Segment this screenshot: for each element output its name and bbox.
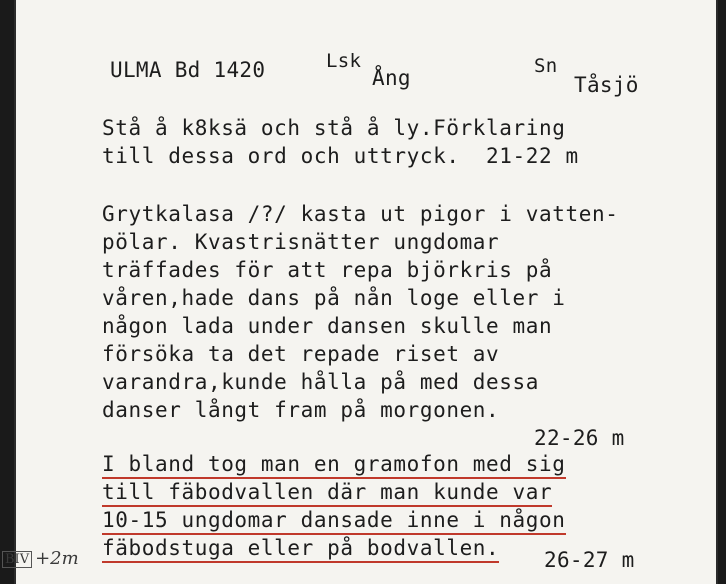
title-line-2: till dessa ord och uttryck. 21-22 m (102, 144, 579, 168)
archive-card (14, 0, 718, 584)
body-line-1: Grytkalasa /?/ kasta ut pigor i vatten- (102, 202, 619, 226)
lsk-value: Ång (372, 66, 411, 90)
underlined-reference: 26-27 m (544, 548, 635, 572)
body-line-5: någon lada under dansen skulle man (102, 314, 553, 338)
sn-value: Tåsjö (574, 73, 639, 97)
body-line-2: pölar. Kvastrisnätter ungdomar (102, 230, 500, 254)
sn-label: Sn (534, 55, 558, 77)
underlined-line-1: I bland tog man en gramofon med sig (102, 452, 566, 479)
pencil-annotation (2, 548, 79, 569)
underlined-line-3: 10-15 ungdomar dansade inne i någon (102, 508, 566, 535)
pencil-box-label: BIV (2, 551, 32, 568)
title-line-1: Stå å k8ksä och stå å ly.Förklaring (102, 116, 566, 140)
body-line-3: träffades för att repa björkris på (102, 258, 553, 282)
body-line-6: försöka ta det repade riset av (102, 342, 500, 366)
body-line-7: varandra,kunde hålla på med dessa (102, 370, 540, 394)
underlined-line-4: fäbodstuga eller på bodvallen. (102, 536, 499, 563)
lsk-label: Lsk (326, 50, 362, 72)
body-reference: 22-26 m (534, 426, 625, 450)
body-line-8: danser långt fram på morgonen. (102, 398, 500, 422)
body-line-4: våren,hade dans på nån loge eller i (102, 286, 566, 310)
pencil-note-text: +2m (35, 548, 79, 569)
underlined-line-2: till fäbodvallen där man kunde var (102, 480, 552, 507)
archive-reference: ULMA Bd 1420 (110, 58, 266, 82)
